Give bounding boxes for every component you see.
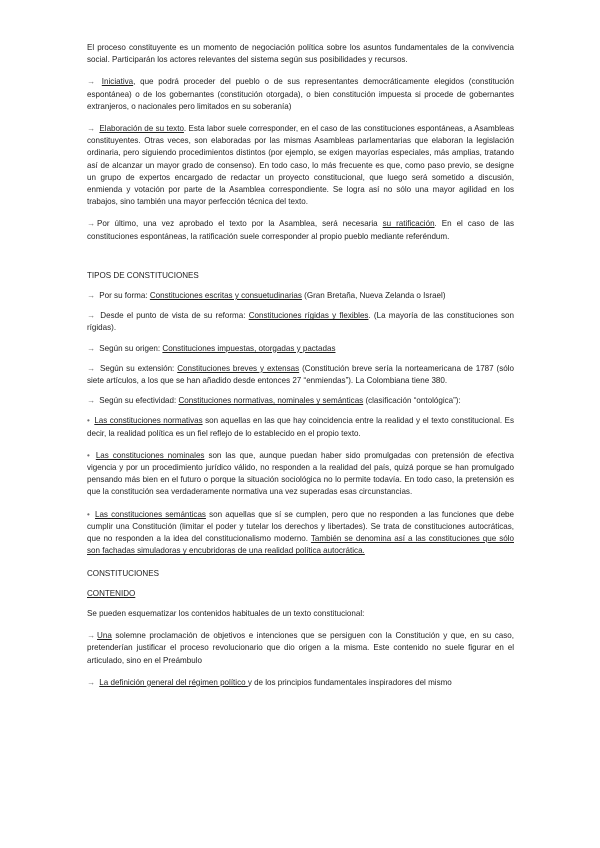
extension-term: Constituciones breves y extensas <box>177 363 300 373</box>
bullet-icon: • <box>87 416 90 426</box>
ratificacion-before: Por último, una vez aprobado el texto por la Asamblea, será necesaria <box>97 219 383 229</box>
tipos-heading: TIPOS DE CONSTITUCIONES <box>87 270 199 280</box>
una-term: Una <box>97 631 112 641</box>
normativas-term: Las constituciones normativas <box>94 416 203 426</box>
forma-term: Constituciones escritas y consuetudinarias <box>149 291 302 301</box>
forma-before: Por su forma: <box>99 291 150 301</box>
reforma-before: Desde el punto de vista de su reforma: <box>100 311 249 321</box>
forma-item <box>87 290 514 302</box>
arrow-icon: → <box>87 291 96 301</box>
arrow-icon: → <box>87 219 96 229</box>
arrow-icon: → <box>87 343 96 353</box>
reforma-term: Constituciones rígidas y flexibles <box>248 311 369 321</box>
normativas-text: son aquellas en las que hay coincidencia entre la realidad y el texto constitucional. Es decir, la realidad política es un fiel reflejo de lo establecido en el propio texto. <box>87 416 514 438</box>
semanticas-item <box>87 509 514 558</box>
una-text: solemne proclamación de objetivos e intenciones que se persiguen con la Constitución y que, en su caso, pretenderían justificar el proceso revolucionario que dio origen a la misma. Este contenido no suele figurar en el articulado, sino en el Preámbulo <box>87 631 514 665</box>
efectividad-term: Constituciones normativas, nominales y semánticas <box>178 396 364 406</box>
bullet-icon: • <box>87 509 90 519</box>
iniciativa-term: Iniciativa <box>101 77 134 87</box>
arrow-icon: → <box>87 677 96 687</box>
una-item <box>87 630 514 667</box>
nominales-item <box>87 450 514 499</box>
iniciativa-text: , que podrá proceder del pueblo o de sus representantes democráticamente elegidos (constitución espontánea) o de los gobernantes (constitución otorgada), o bien constitución impuesta si procede de gobernantes extranjeros, o nacionales pero limitados en su soberanía) <box>87 77 514 111</box>
contenido-heading <box>87 588 514 600</box>
semanticas-text: son aquellas que sí se cumplen, pero que no responden a las funciones que debe cumplir una Constitución (limitar el poder y tutelar los derechos y libertades). Se trata de constituciones autocráticas, que no responden a la idea del constitucionalismo moderno. <box>87 509 514 544</box>
reforma-item <box>87 310 514 334</box>
constituciones-heading: CONSTITUCIONES <box>87 568 159 578</box>
origen-item <box>87 343 514 355</box>
section-spacer <box>87 253 514 270</box>
forma-after: (Gran Bretaña, Nueva Zelanda o Israel) <box>301 291 446 301</box>
ratificacion-term: su ratificación <box>382 219 435 229</box>
reforma-after: . (La mayoría de las constituciones son rígidas). <box>87 311 514 333</box>
definicion-item <box>87 677 514 689</box>
extension-item <box>87 363 514 387</box>
elaboracion-paragraph <box>87 123 514 208</box>
nominales-text: son las que, aunque puedan haber sido promulgadas con pretensión de efectiva vigencia y por un procedimiento jurídico válido, no responden a la realidad del país, quizá porque se han promulgado pensando más bien en el futuro o porque la situación sociológica no lo permite todavía. En todo caso, la pretensión es que la constitución sea verdaderamente normativa una vez superadas esas circunstancias. <box>87 450 514 497</box>
intro-paragraph: El proceso constituyente es un momento de negociación política sobre los asuntos fundamentales de la convivencia social. Participarán los actores relevantes del sistema según sus posibilidades y recursos. <box>87 43 514 65</box>
efectividad-before: Según su efectividad: <box>99 396 179 406</box>
nominales-term: Las constituciones nominales <box>95 450 205 460</box>
arrow-icon: → <box>87 363 96 373</box>
semanticas-note: También se denomina así a las constituciones que sólo son fachadas simuladoras y encubridoras de una realidad política autocrática. <box>87 534 514 556</box>
extension-before: Según su extensión: <box>99 363 178 373</box>
normativas-item <box>87 415 514 439</box>
efectividad-after: (clasificación “ontológica”): <box>363 396 461 406</box>
elaboracion-text: . Esta labor suele corresponder, en el caso de las constituciones espontáneas, a Asambleas constituyentes. Otras veces, son elaboradas por las mismas Asambleas parlamentarias que elaboran la legislación ordinaria, pero siguiendo procedimientos distintos (por ejemplo, se exigen mayorías especiales, más amplias, tratando así de alcanzar un mayor grado de consenso). En todo caso, lo más frecuente es que, como paso previo, se designe un grupo de expertos encargado de redactar un proyecto constitucional, que luego será sometido a discusión, enmienda y votación por parte de la Asamblea correspondiente. Se logra así no sólo una mayor agilidad en los trabajos, sino también una mayor perfección técnica del texto. <box>87 124 514 207</box>
arrow-icon: → <box>87 124 96 134</box>
arrow-icon: → <box>87 311 96 321</box>
definicion-text: y de los principios fundamentales inspiradores del mismo <box>247 677 452 687</box>
definicion-term: La definición general del régimen político <box>99 677 248 687</box>
efectividad-item <box>87 395 514 407</box>
bullet-icon: • <box>87 450 90 460</box>
contenido-intro: Se pueden esquematizar los contenidos habituales de un texto constitucional: <box>87 608 365 618</box>
origen-term: Constituciones impuestas, otorgadas y pactadas <box>162 343 336 353</box>
arrow-icon: → <box>87 396 96 406</box>
ratificacion-paragraph <box>87 218 514 242</box>
arrow-icon: → <box>87 77 96 87</box>
semanticas-term: Las constituciones semánticas <box>94 509 206 519</box>
origen-before: Según su origen: <box>99 343 163 353</box>
ratificacion-after: . En el caso de las constituciones espontáneas, la ratificación suele corresponder al propio pueblo mediante referéndum. <box>87 219 514 241</box>
contenido-heading-text: CONTENIDO <box>87 588 136 598</box>
iniciativa-paragraph <box>87 76 514 113</box>
elaboracion-term: Elaboración de su texto <box>99 124 184 134</box>
extension-after: (Constitución breve sería la norteamericana de 1787 (sólo siete artículos, a los que se han añadido desde entonces 27 “enmiendas”). La Colombiana tiene 380. <box>87 363 514 386</box>
arrow-icon: → <box>87 631 96 641</box>
